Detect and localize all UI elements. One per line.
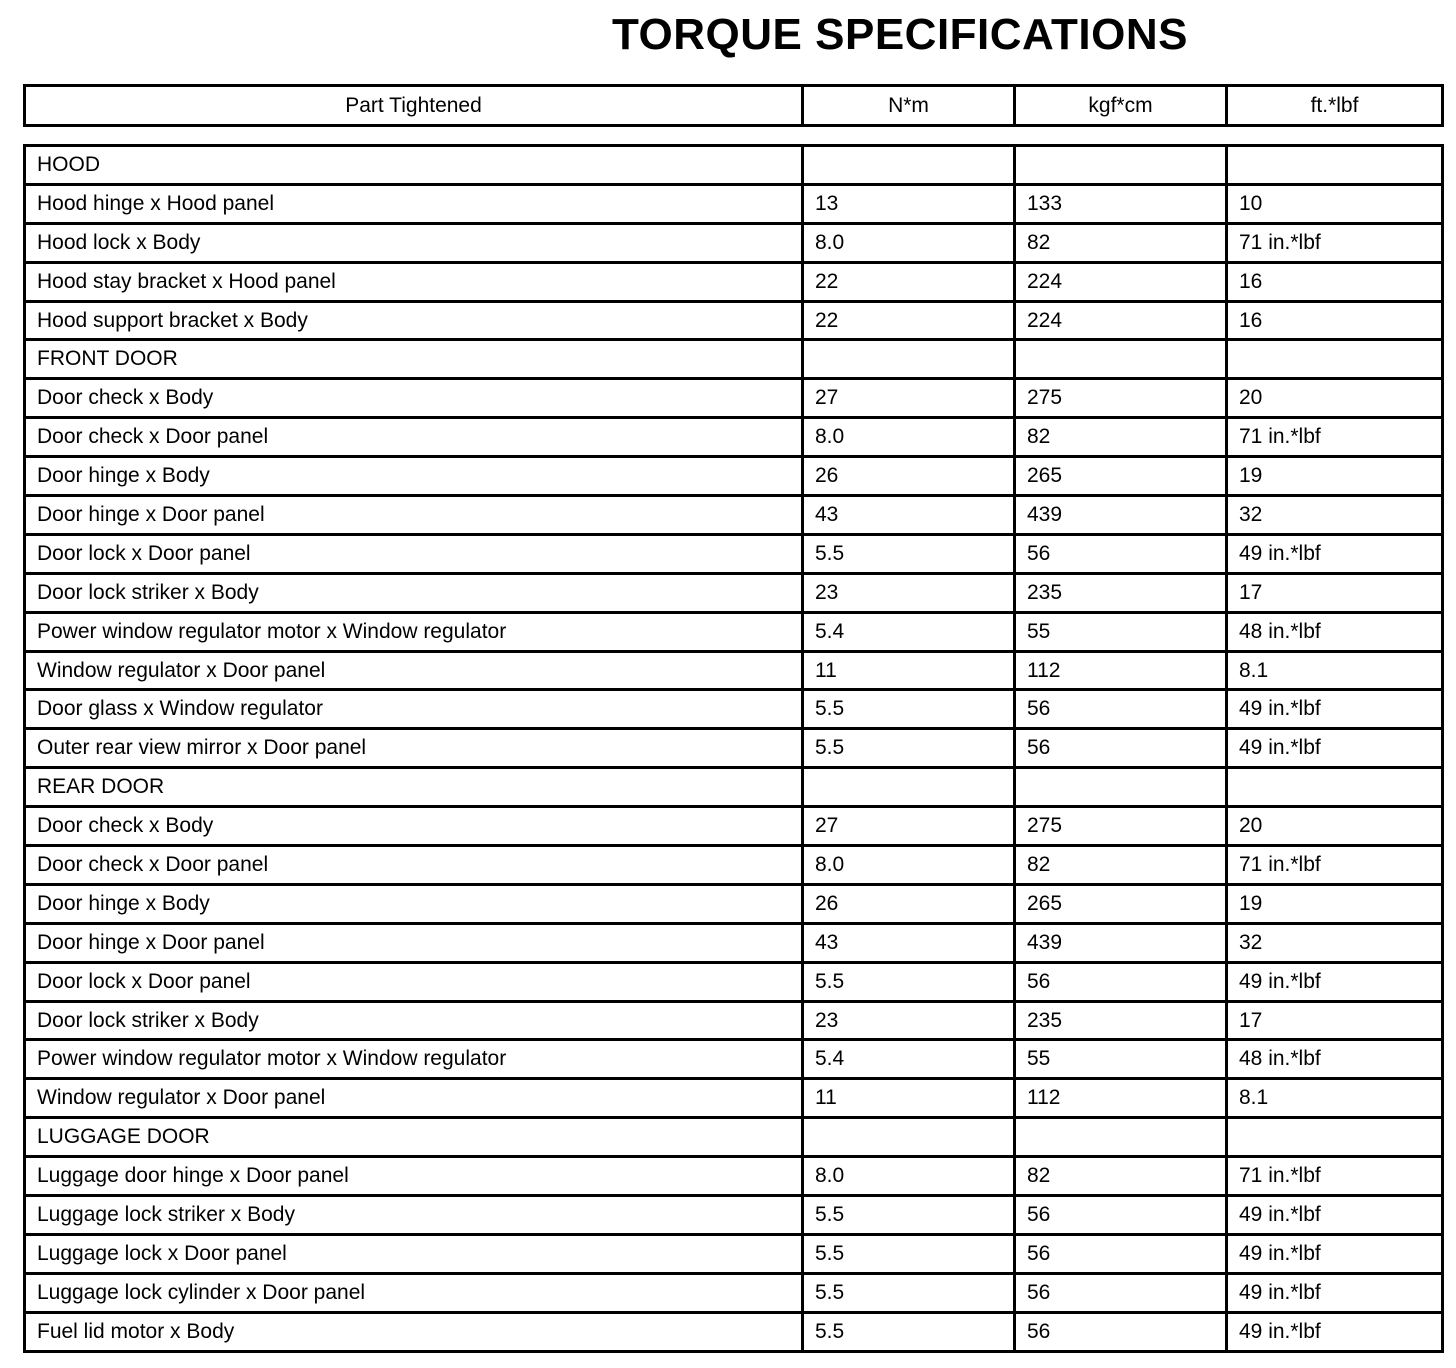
- nm-cell: 5.5: [803, 1312, 1015, 1351]
- nm-cell: 5.4: [803, 612, 1015, 651]
- nm-cell: 5.5: [803, 1273, 1015, 1312]
- nm-cell: 8.0: [803, 223, 1015, 262]
- kgfcm-cell: 224: [1015, 262, 1227, 301]
- part-cell: Window regulator x Door panel: [25, 651, 803, 690]
- part-cell: Door check x Door panel: [25, 418, 803, 457]
- torque-spec-table: [23, 144, 1444, 1353]
- ftlbf-cell: 71 in.*lbf: [1227, 418, 1443, 457]
- part-cell: Fuel lid motor x Body: [25, 1312, 803, 1351]
- kgfcm-cell: 82: [1015, 1157, 1227, 1196]
- part-cell: Door lock striker x Body: [25, 573, 803, 612]
- kgfcm-cell: 82: [1015, 418, 1227, 457]
- empty-cell: [1227, 146, 1443, 185]
- ftlbf-cell: 10: [1227, 184, 1443, 223]
- part-cell: Luggage lock striker x Body: [25, 1196, 803, 1235]
- kgfcm-cell: 82: [1015, 846, 1227, 885]
- table-row: [25, 690, 1443, 729]
- empty-cell: [1227, 768, 1443, 807]
- empty-cell: [1015, 340, 1227, 379]
- kgfcm-cell: 133: [1015, 184, 1227, 223]
- part-cell: Luggage lock x Door panel: [25, 1234, 803, 1273]
- nm-cell: 11: [803, 651, 1015, 690]
- table-row: [25, 651, 1443, 690]
- part-cell: Door lock x Door panel: [25, 962, 803, 1001]
- table-row: [25, 884, 1443, 923]
- part-cell: Outer rear view mirror x Door panel: [25, 729, 803, 768]
- table-row: [25, 184, 1443, 223]
- page-title: TORQUE SPECIFICATIONS: [611, 10, 1189, 59]
- table-row: [25, 1312, 1443, 1351]
- kgfcm-cell: 235: [1015, 573, 1227, 612]
- kgfcm-cell: 55: [1015, 612, 1227, 651]
- table-row: [25, 418, 1443, 457]
- nm-cell: 8.0: [803, 418, 1015, 457]
- ftlbf-cell: 8.1: [1227, 651, 1443, 690]
- column-header-nm: N*m: [803, 86, 1015, 126]
- ftlbf-cell: 71 in.*lbf: [1227, 846, 1443, 885]
- table-row: [25, 301, 1443, 340]
- table-row: [25, 962, 1443, 1001]
- section-header-row: [25, 1118, 1443, 1157]
- ftlbf-cell: 16: [1227, 301, 1443, 340]
- table-row: [25, 1157, 1443, 1196]
- part-cell: Power window regulator motor x Window regulator: [25, 1040, 803, 1079]
- section-label: LUGGAGE DOOR: [25, 1118, 803, 1157]
- ftlbf-cell: 17: [1227, 573, 1443, 612]
- table-row: [25, 846, 1443, 885]
- part-cell: Door check x Body: [25, 807, 803, 846]
- nm-cell: 5.5: [803, 1234, 1015, 1273]
- kgfcm-cell: 112: [1015, 651, 1227, 690]
- kgfcm-cell: 235: [1015, 1001, 1227, 1040]
- ftlbf-cell: 48 in.*lbf: [1227, 612, 1443, 651]
- part-cell: Door hinge x Door panel: [25, 923, 803, 962]
- empty-cell: [803, 146, 1015, 185]
- nm-cell: 22: [803, 301, 1015, 340]
- empty-cell: [1227, 1118, 1443, 1157]
- table-row: [25, 1040, 1443, 1079]
- ftlbf-cell: 49 in.*lbf: [1227, 534, 1443, 573]
- ftlbf-cell: 20: [1227, 807, 1443, 846]
- kgfcm-cell: 82: [1015, 223, 1227, 262]
- kgfcm-cell: 55: [1015, 1040, 1227, 1079]
- part-cell: Hood support bracket x Body: [25, 301, 803, 340]
- empty-cell: [803, 768, 1015, 807]
- kgfcm-cell: 56: [1015, 729, 1227, 768]
- kgfcm-cell: 224: [1015, 301, 1227, 340]
- part-cell: Luggage door hinge x Door panel: [25, 1157, 803, 1196]
- part-cell: Door hinge x Door panel: [25, 496, 803, 535]
- nm-cell: 5.5: [803, 534, 1015, 573]
- table-row: [25, 223, 1443, 262]
- nm-cell: 43: [803, 923, 1015, 962]
- column-header-part: Part Tightened: [25, 86, 803, 126]
- part-cell: Door check x Body: [25, 379, 803, 418]
- nm-cell: 8.0: [803, 1157, 1015, 1196]
- ftlbf-cell: 49 in.*lbf: [1227, 1273, 1443, 1312]
- ftlbf-cell: 48 in.*lbf: [1227, 1040, 1443, 1079]
- nm-cell: 43: [803, 496, 1015, 535]
- table-row: [25, 923, 1443, 962]
- ftlbf-cell: 49 in.*lbf: [1227, 690, 1443, 729]
- kgfcm-cell: 112: [1015, 1079, 1227, 1118]
- ftlbf-cell: 49 in.*lbf: [1227, 729, 1443, 768]
- table-row: [25, 729, 1443, 768]
- kgfcm-cell: 56: [1015, 1196, 1227, 1235]
- nm-cell: 8.0: [803, 846, 1015, 885]
- nm-cell: 11: [803, 1079, 1015, 1118]
- ftlbf-cell: 19: [1227, 884, 1443, 923]
- kgfcm-cell: 275: [1015, 807, 1227, 846]
- nm-cell: 23: [803, 573, 1015, 612]
- column-header-row: [25, 86, 1443, 126]
- nm-cell: 26: [803, 884, 1015, 923]
- section-label: HOOD: [25, 146, 803, 185]
- nm-cell: 5.5: [803, 1196, 1015, 1235]
- kgfcm-cell: 56: [1015, 1312, 1227, 1351]
- part-cell: Hood stay bracket x Hood panel: [25, 262, 803, 301]
- nm-cell: 5.5: [803, 962, 1015, 1001]
- part-cell: Hood hinge x Hood panel: [25, 184, 803, 223]
- empty-cell: [1015, 768, 1227, 807]
- section-label: FRONT DOOR: [25, 340, 803, 379]
- nm-cell: 5.4: [803, 1040, 1015, 1079]
- table-row: [25, 1196, 1443, 1235]
- ftlbf-cell: 49 in.*lbf: [1227, 1312, 1443, 1351]
- table-row: [25, 1079, 1443, 1118]
- kgfcm-cell: 265: [1015, 457, 1227, 496]
- column-header-ftlbf: ft.*lbf: [1227, 86, 1443, 126]
- ftlbf-cell: 71 in.*lbf: [1227, 1157, 1443, 1196]
- nm-cell: 22: [803, 262, 1015, 301]
- table-row: [25, 534, 1443, 573]
- ftlbf-cell: 71 in.*lbf: [1227, 223, 1443, 262]
- table-row: [25, 807, 1443, 846]
- kgfcm-cell: 56: [1015, 1273, 1227, 1312]
- ftlbf-cell: 16: [1227, 262, 1443, 301]
- kgfcm-cell: 275: [1015, 379, 1227, 418]
- part-cell: Door lock x Door panel: [25, 534, 803, 573]
- empty-cell: [803, 340, 1015, 379]
- ftlbf-cell: 32: [1227, 496, 1443, 535]
- section-header-row: [25, 146, 1443, 185]
- column-header-kgfcm: kgf*cm: [1015, 86, 1227, 126]
- kgfcm-cell: 439: [1015, 923, 1227, 962]
- ftlbf-cell: 49 in.*lbf: [1227, 962, 1443, 1001]
- kgfcm-cell: 56: [1015, 534, 1227, 573]
- section-header-row: [25, 340, 1443, 379]
- part-cell: Luggage lock cylinder x Door panel: [25, 1273, 803, 1312]
- column-header-table: [23, 84, 1444, 127]
- section-label: REAR DOOR: [25, 768, 803, 807]
- part-cell: Power window regulator motor x Window regulator: [25, 612, 803, 651]
- kgfcm-cell: 56: [1015, 1234, 1227, 1273]
- empty-cell: [1015, 146, 1227, 185]
- nm-cell: 27: [803, 807, 1015, 846]
- ftlbf-cell: 32: [1227, 923, 1443, 962]
- ftlbf-cell: 49 in.*lbf: [1227, 1234, 1443, 1273]
- torque-spec-body: [25, 146, 1443, 1352]
- section-header-row: [25, 768, 1443, 807]
- ftlbf-cell: 19: [1227, 457, 1443, 496]
- table-row: [25, 1234, 1443, 1273]
- part-cell: Door check x Door panel: [25, 846, 803, 885]
- nm-cell: 5.5: [803, 690, 1015, 729]
- table-row: [25, 379, 1443, 418]
- ftlbf-cell: 17: [1227, 1001, 1443, 1040]
- kgfcm-cell: 439: [1015, 496, 1227, 535]
- nm-cell: 23: [803, 1001, 1015, 1040]
- table-row: [25, 1273, 1443, 1312]
- part-cell: Door lock striker x Body: [25, 1001, 803, 1040]
- ftlbf-cell: 8.1: [1227, 1079, 1443, 1118]
- kgfcm-cell: 265: [1015, 884, 1227, 923]
- nm-cell: 26: [803, 457, 1015, 496]
- table-row: [25, 573, 1443, 612]
- part-cell: Hood lock x Body: [25, 223, 803, 262]
- ftlbf-cell: 49 in.*lbf: [1227, 1196, 1443, 1235]
- nm-cell: 13: [803, 184, 1015, 223]
- table-row: [25, 1001, 1443, 1040]
- kgfcm-cell: 56: [1015, 962, 1227, 1001]
- part-cell: Door hinge x Body: [25, 457, 803, 496]
- part-cell: Door glass x Window regulator: [25, 690, 803, 729]
- kgfcm-cell: 56: [1015, 690, 1227, 729]
- table-row: [25, 262, 1443, 301]
- nm-cell: 27: [803, 379, 1015, 418]
- table-row: [25, 612, 1443, 651]
- nm-cell: 5.5: [803, 729, 1015, 768]
- empty-cell: [803, 1118, 1015, 1157]
- empty-cell: [1227, 340, 1443, 379]
- part-cell: Window regulator x Door panel: [25, 1079, 803, 1118]
- ftlbf-cell: 20: [1227, 379, 1443, 418]
- part-cell: Door hinge x Body: [25, 884, 803, 923]
- table-row: [25, 496, 1443, 535]
- table-row: [25, 457, 1443, 496]
- empty-cell: [1015, 1118, 1227, 1157]
